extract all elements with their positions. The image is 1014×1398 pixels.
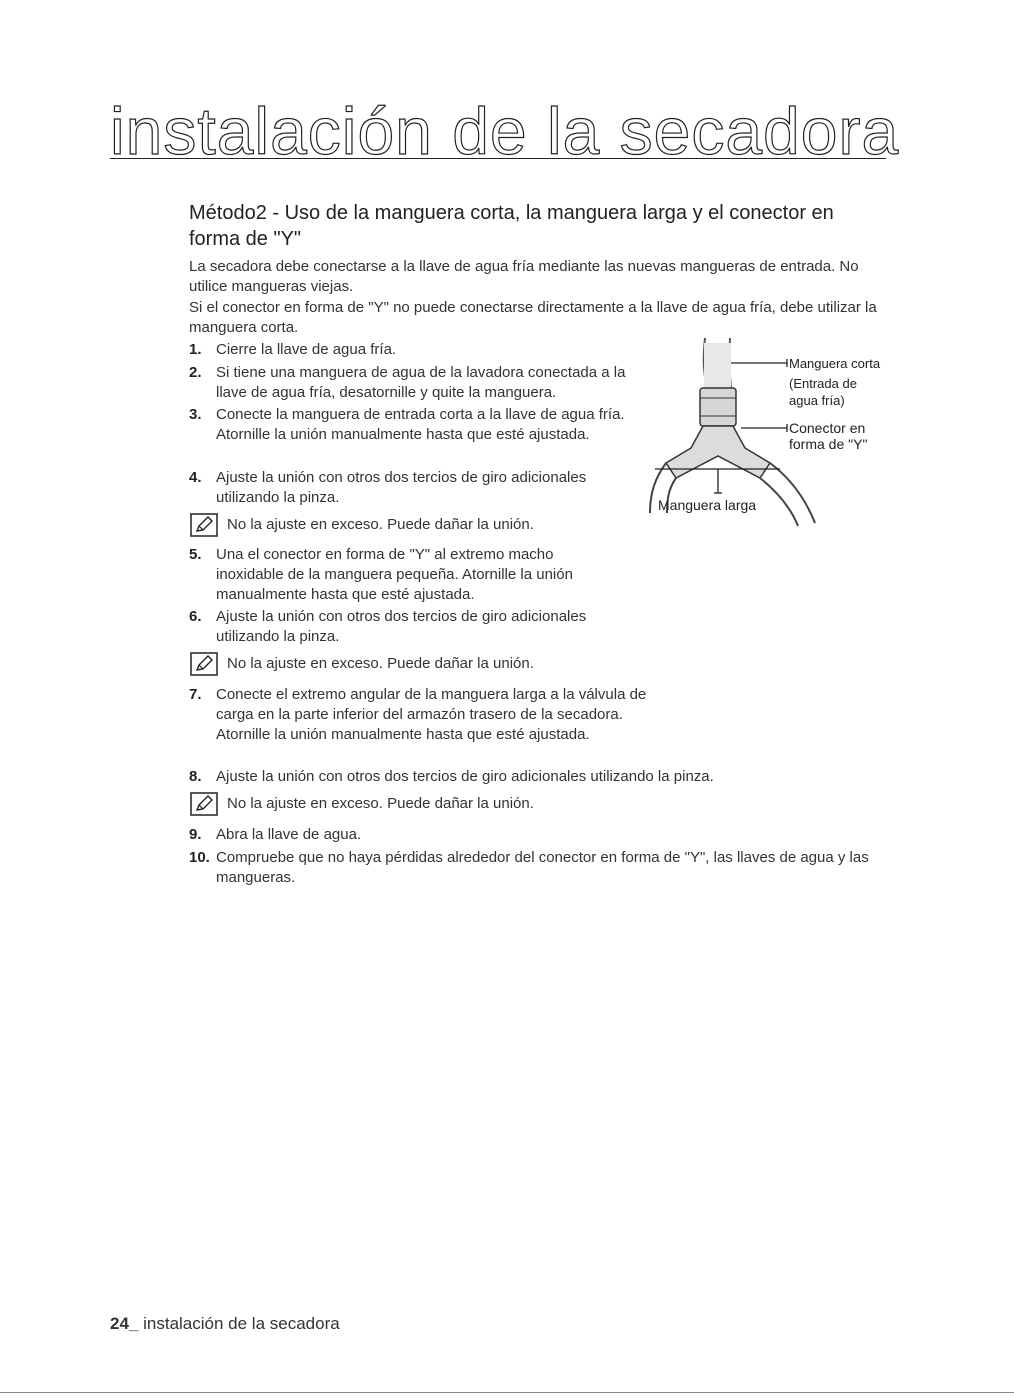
footer-section-title: instalación de la secadora bbox=[143, 1314, 340, 1333]
step-number: 2. bbox=[189, 364, 202, 381]
note-pencil-icon bbox=[189, 512, 219, 538]
note-pencil-icon bbox=[189, 651, 219, 677]
step-item-9 bbox=[189, 825, 889, 845]
page-number: 24_ bbox=[110, 1314, 139, 1333]
step-item-6 bbox=[189, 607, 629, 647]
note-text: No la ajuste en exceso. Puede dañar la unión. bbox=[227, 516, 534, 533]
step-text: Cierre la llave de agua fría. bbox=[216, 341, 397, 358]
step-text: Ajuste la unión con otros dos tercios de giro adicionales utilizando la pinza. bbox=[216, 768, 714, 785]
label-connector-line-2: forma de "Y" bbox=[789, 436, 868, 452]
label-connector-line-1: Conector en bbox=[789, 420, 866, 436]
step-item-3 bbox=[189, 405, 629, 445]
step-item-5 bbox=[189, 545, 609, 605]
step-text: Compruebe que no haya pérdidas alrededor del conector en forma de "Y", las llaves de agua y las mangueras. bbox=[216, 849, 869, 886]
title-underline bbox=[110, 158, 886, 159]
step-text: Ajuste la unión con otros dos tercios de giro adicionales utilizando la pinza. bbox=[216, 469, 587, 506]
label-short-hose-line-1: Manguera corta bbox=[789, 356, 881, 371]
step-number: 9. bbox=[189, 826, 202, 843]
step-number: 8. bbox=[189, 768, 202, 785]
step-text: Conecte la manguera de entrada corta a la llave de agua fría. Atornille la unión manualmente hasta que esté ajustada. bbox=[216, 406, 625, 443]
step-number: 10. bbox=[189, 849, 210, 866]
step-item-1 bbox=[189, 340, 649, 360]
page-title: instalación de la secadora bbox=[110, 94, 900, 168]
step-item-7 bbox=[189, 685, 649, 745]
step-text: Si tiene una manguera de agua de la lavadora conectada a la llave de agua fría, desatornille y quite la manguera. bbox=[216, 364, 626, 401]
note-text: No la ajuste en exceso. Puede dañar la unión. bbox=[227, 655, 534, 672]
step-number: 6. bbox=[189, 608, 202, 625]
intro-paragraph-2: Si el conector en forma de "Y" no puede conectarse directamente a la llave de agua fría, debe utilizar la manguera corta. bbox=[189, 299, 877, 336]
step-text: Una el conector en forma de "Y" al extremo macho inoxidable de la manguera pequeña. Atornille la unión manualmente hasta que esté ajustada. bbox=[216, 546, 573, 603]
step-text: Abra la llave de agua. bbox=[216, 826, 362, 843]
intro-paragraph-1: La secadora debe conectarse a la llave de agua fría mediante las nuevas mangueras de entrada. No utilice mangueras viejas. bbox=[189, 258, 859, 295]
step-text: Conecte el extremo angular de la manguera larga a la válvula de carga en la parte inferior del armazón trasero de la secadora. Atornille la unión manualmente hasta que esté ajustada. bbox=[216, 686, 647, 743]
section-heading: Método2 - Uso de la manguera corta, la manguera larga y el conector en forma de "Y" bbox=[189, 202, 834, 250]
step-number: 5. bbox=[189, 546, 202, 563]
step-number: 4. bbox=[189, 469, 202, 486]
bottom-rule bbox=[0, 1392, 1014, 1393]
note-text: No la ajuste en exceso. Puede dañar la unión. bbox=[227, 795, 534, 812]
label-short-hose-line-2: (Entrada de bbox=[789, 376, 857, 391]
step-number: 1. bbox=[189, 341, 202, 358]
step-item-4 bbox=[189, 468, 629, 508]
note-pencil-icon bbox=[189, 791, 219, 817]
step-item-10 bbox=[189, 848, 889, 888]
page-footer bbox=[110, 1314, 340, 1334]
step-item-8 bbox=[189, 767, 889, 787]
step-number: 3. bbox=[189, 406, 202, 423]
step-text: Ajuste la unión con otros dos tercios de giro adicionales utilizando la pinza. bbox=[216, 608, 587, 645]
label-long-hose: Manguera larga bbox=[658, 497, 757, 513]
label-short-hose-line-3: agua fría) bbox=[789, 393, 845, 408]
step-number: 7. bbox=[189, 686, 202, 703]
step-item-2 bbox=[189, 363, 649, 403]
